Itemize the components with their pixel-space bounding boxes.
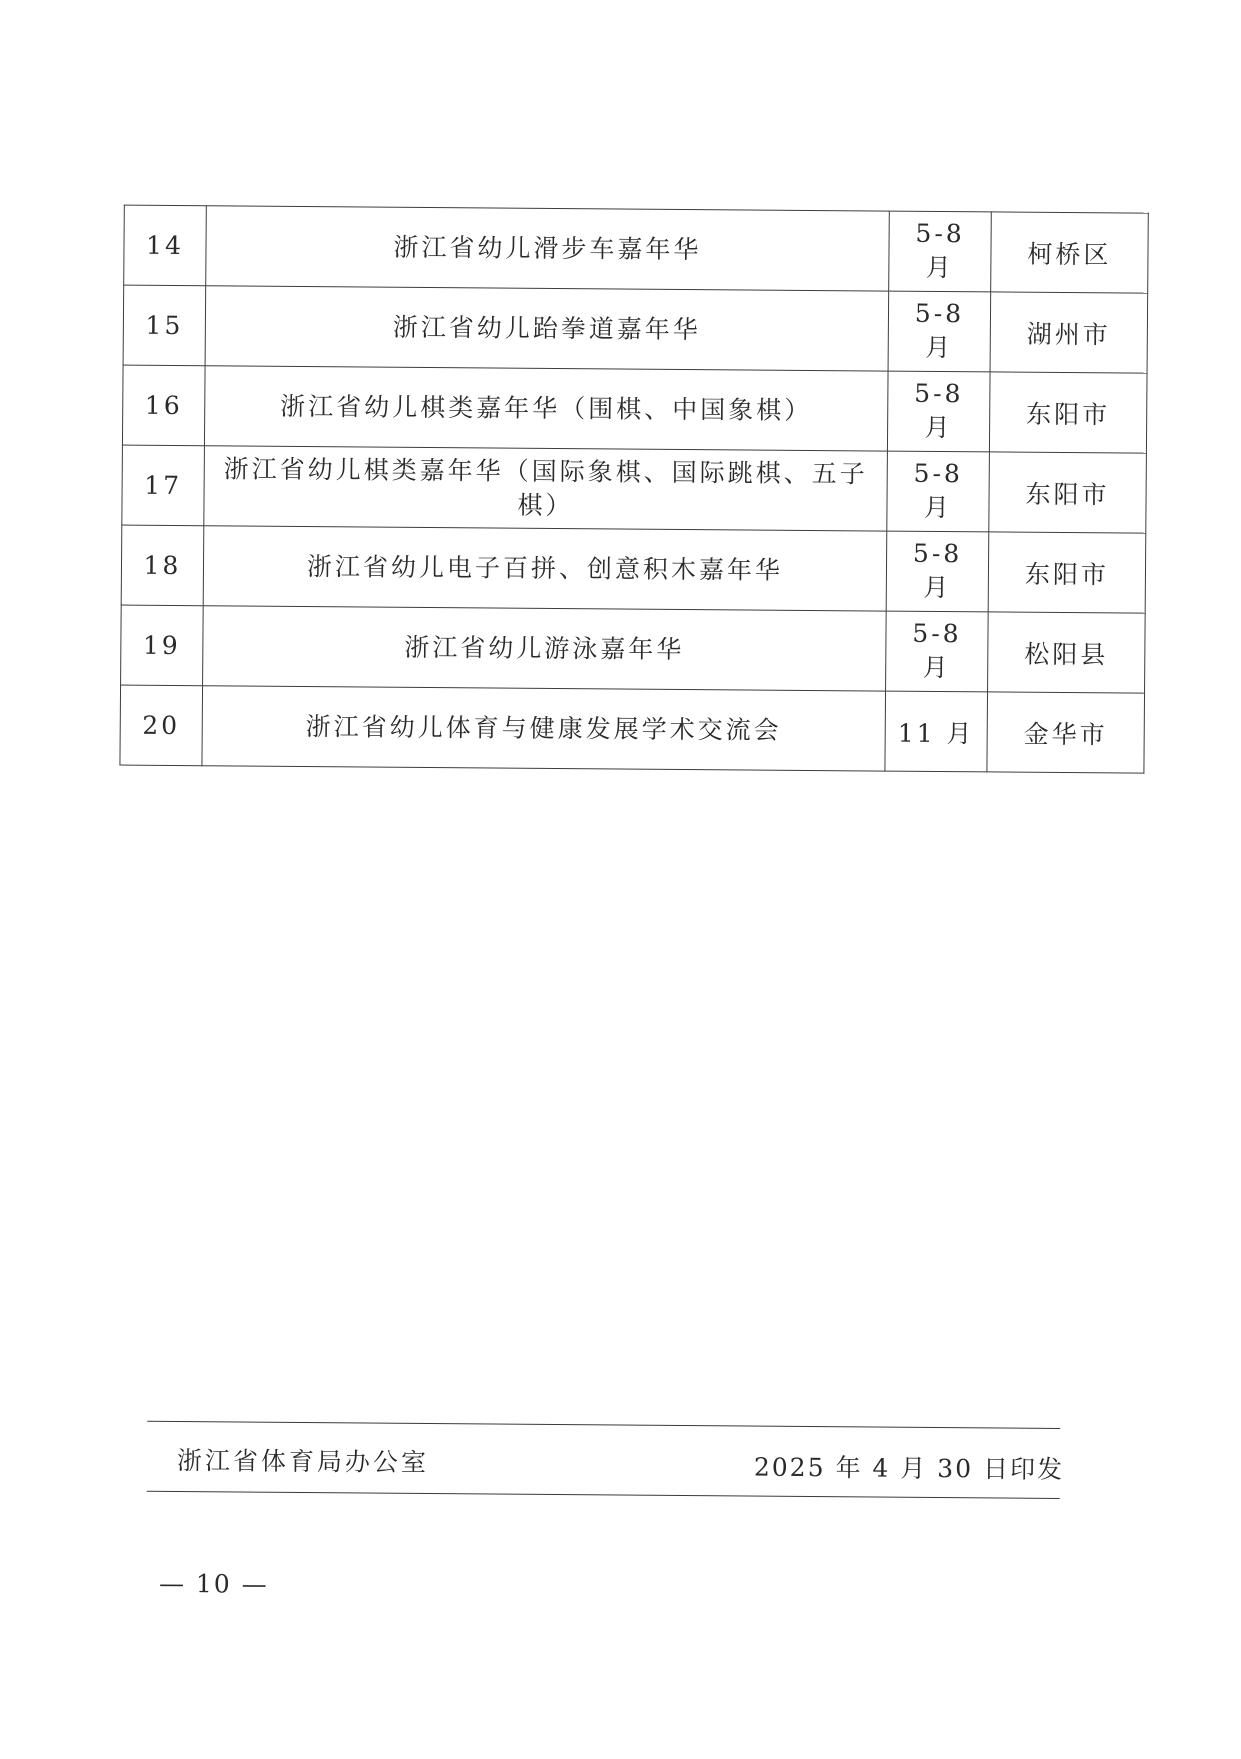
event-place: 柯桥区 xyxy=(991,212,1149,293)
table-row xyxy=(124,205,1149,293)
event-time: 5-8 月 xyxy=(886,531,989,612)
event-name: 浙江省幼儿棋类嘉年华（国际象棋、国际跳棋、五子棋） xyxy=(204,446,888,531)
event-place: 湖州市 xyxy=(990,292,1148,373)
event-place: 松阳县 xyxy=(988,612,1146,693)
row-number: 20 xyxy=(120,685,203,766)
event-place: 东阳市 xyxy=(989,372,1147,453)
event-name: 浙江省幼儿体育与健康发展学术交流会 xyxy=(202,686,886,771)
row-number: 19 xyxy=(121,605,204,686)
event-place: 东阳市 xyxy=(988,532,1146,613)
event-place: 金华市 xyxy=(987,692,1145,773)
event-time: 11 月 xyxy=(885,691,988,772)
footer-top-rule xyxy=(147,1421,1060,1429)
table-row xyxy=(123,285,1148,373)
table-row xyxy=(120,685,1145,773)
event-place: 东阳市 xyxy=(989,452,1147,533)
event-time: 5-8 月 xyxy=(889,211,992,292)
event-name: 浙江省幼儿滑步车嘉年华 xyxy=(206,206,890,291)
table-row xyxy=(121,525,1146,613)
table-row xyxy=(122,445,1147,533)
table-row xyxy=(121,605,1146,693)
page-number: — 10 — xyxy=(158,1568,269,1599)
table-row xyxy=(122,365,1147,453)
row-number: 14 xyxy=(124,205,207,286)
issuing-office: 浙江省体育局办公室 xyxy=(176,1446,430,1478)
event-time: 5-8 月 xyxy=(886,611,989,692)
event-time: 5-8 月 xyxy=(888,291,991,372)
event-name: 浙江省幼儿电子百拼、创意积木嘉年华 xyxy=(203,526,887,611)
event-name: 浙江省幼儿跆拳道嘉年华 xyxy=(205,286,889,371)
row-number: 17 xyxy=(122,445,205,526)
event-name: 浙江省幼儿棋类嘉年华（围棋、中国象棋） xyxy=(204,366,888,451)
event-schedule-table xyxy=(119,205,1148,774)
event-name: 浙江省幼儿游泳嘉年华 xyxy=(203,606,887,691)
issue-date: 2025 年 4 月 30 日印发 xyxy=(753,1452,1065,1484)
event-time: 5-8 月 xyxy=(887,451,990,532)
footer-bottom-rule xyxy=(147,1491,1060,1499)
event-time: 5-8 月 xyxy=(887,371,990,452)
row-number: 15 xyxy=(123,285,206,366)
row-number: 18 xyxy=(121,525,204,606)
row-number: 16 xyxy=(122,365,205,446)
